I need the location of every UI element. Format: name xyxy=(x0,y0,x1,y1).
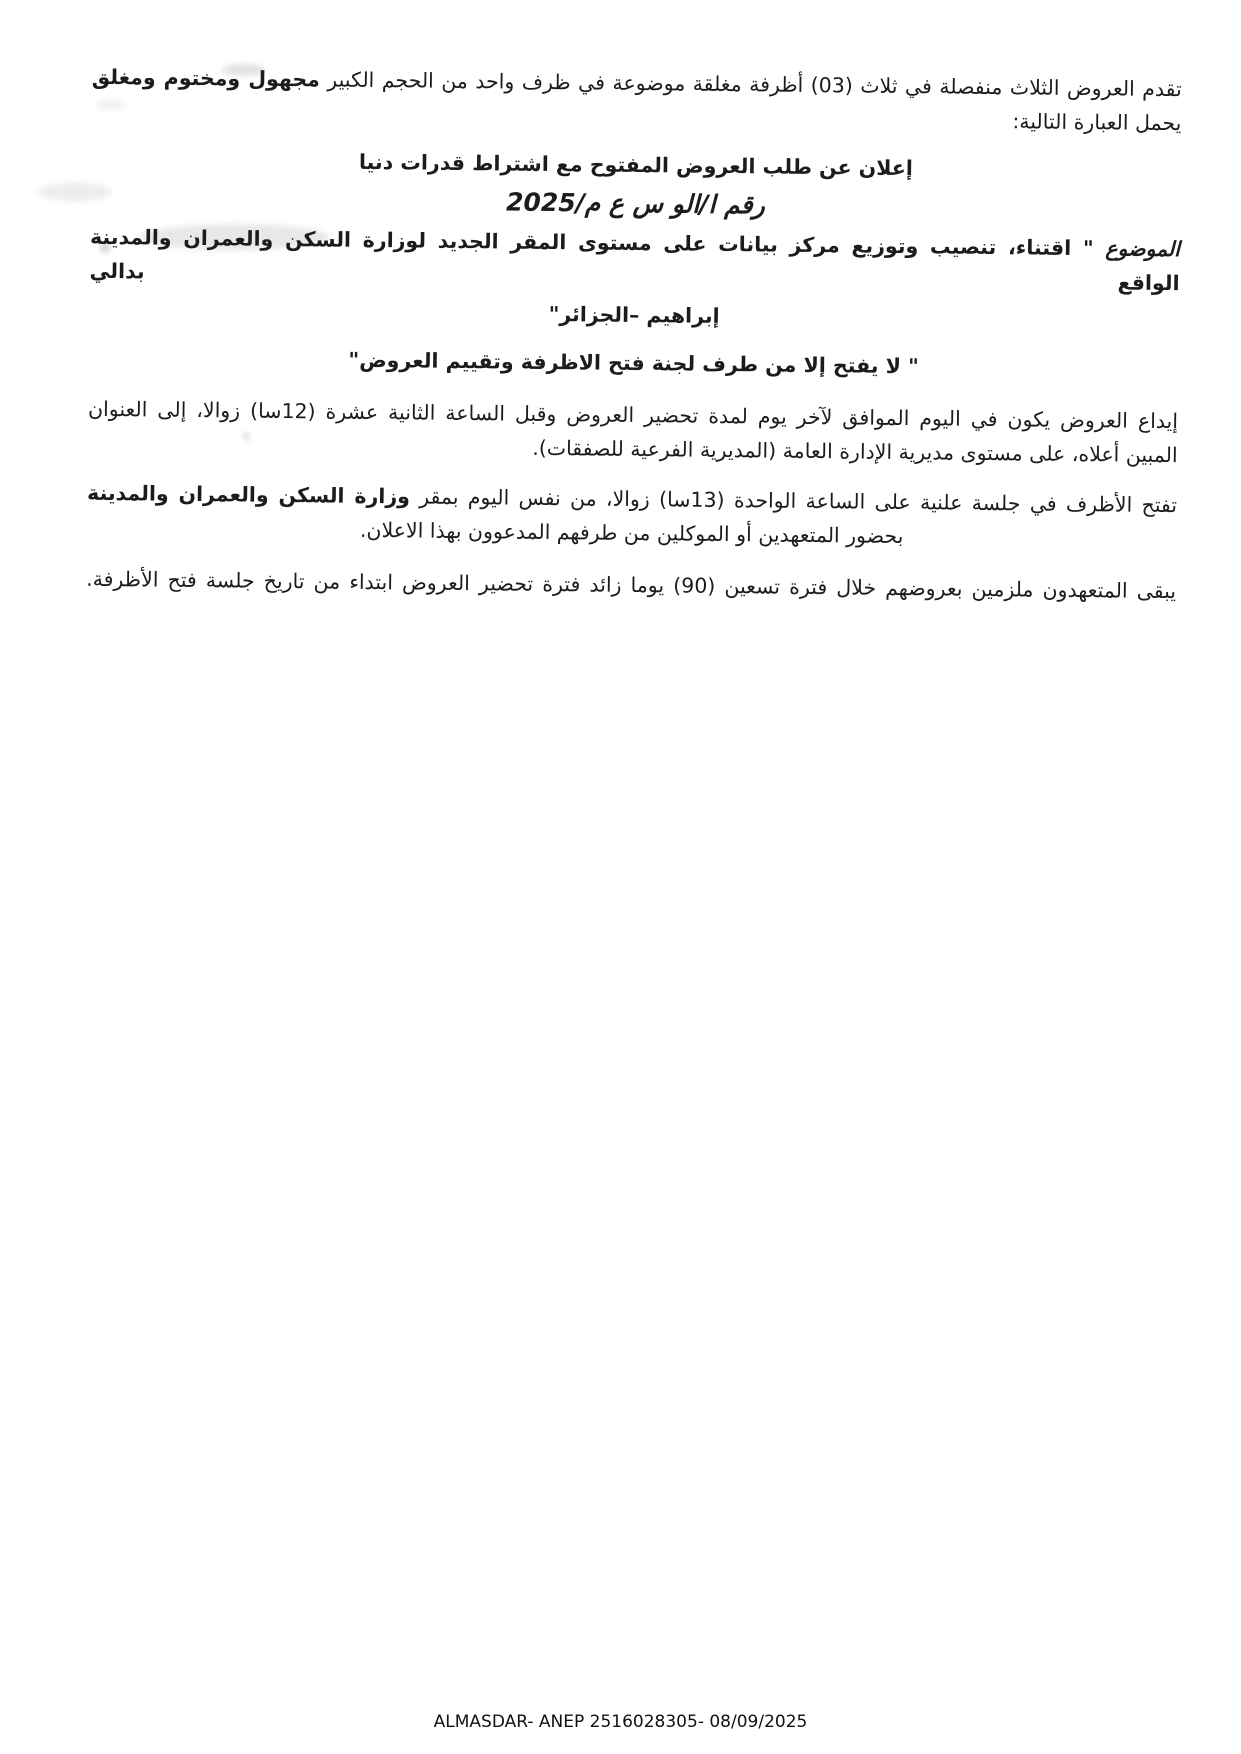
deposit-paragraph-line1: إيداع العروض يكون في اليوم الموافق لآخر يوم لمدة تحضير العروض وقبل الساعة الثانية عشرة (12سا) زوالا، إلى العنوان xyxy=(87,396,1179,434)
notice-title: إعلان عن طلب العروض المفتوح مع اشتراط قدرات دنيا xyxy=(358,149,913,181)
intro-text: تقدم العروض الثلاث منفصلة في ثلاث (03) أظرفة مغلقة موضوعة في ظرف واحد من الحجم الكبير xyxy=(319,67,1182,102)
ministry-name: وزارة السكن والعمران والمدينة xyxy=(86,480,411,509)
opening-paragraph-line2: بحضور المتعهدين أو الموكلين من طرفهم المدعوون بهذا الاعلان. xyxy=(359,517,904,549)
validity-paragraph: يبقى المتعهدون ملزمين بعروضهم خلال فترة تسعين (90) يوما زائد فترة تحضير العروض ابتداء من تاريخ جلسة فتح الأظرفة. xyxy=(86,566,1177,604)
sealed-envelope-terms: مجهول ومختوم ومغلق xyxy=(91,64,321,92)
document-body xyxy=(86,60,1182,608)
open-only-warning: " لا يفتح إلا من طرف لجنة فتح الاظرفة وتقييم العروض" xyxy=(348,347,919,379)
deposit-paragraph-line2: المبين أعلاه، على مستوى مديرية الإدارة العامة (المديرية الفرعية للصفقات). xyxy=(532,435,1178,468)
subject-label: الموضوع xyxy=(1105,236,1181,262)
anep-footer: ALMASDAR- ANEP 2516028305- 08/09/2025 xyxy=(433,1712,808,1732)
reference-number: رقم ا/الو س ع م/2025 xyxy=(505,187,765,220)
subject-paragraph-line2: إبراهيم –الجزائر" xyxy=(548,302,720,328)
opening-text: تفتح الأظرف في جلسة علنية على الساعة الواحدة (13سا) زوالا، من نفس اليوم بمقر xyxy=(409,484,1178,518)
intro-paragraph-line2: يحمل العبارة التالية: xyxy=(1012,109,1182,136)
subject-text: " اقتناء، تنصيب وتوزيع مركز بيانات على مستوى المقر الجديد لوزارة السكن والعمران والمدينة الواقع بدالي xyxy=(89,224,1180,296)
subject-paragraph-line1 xyxy=(89,220,1180,300)
